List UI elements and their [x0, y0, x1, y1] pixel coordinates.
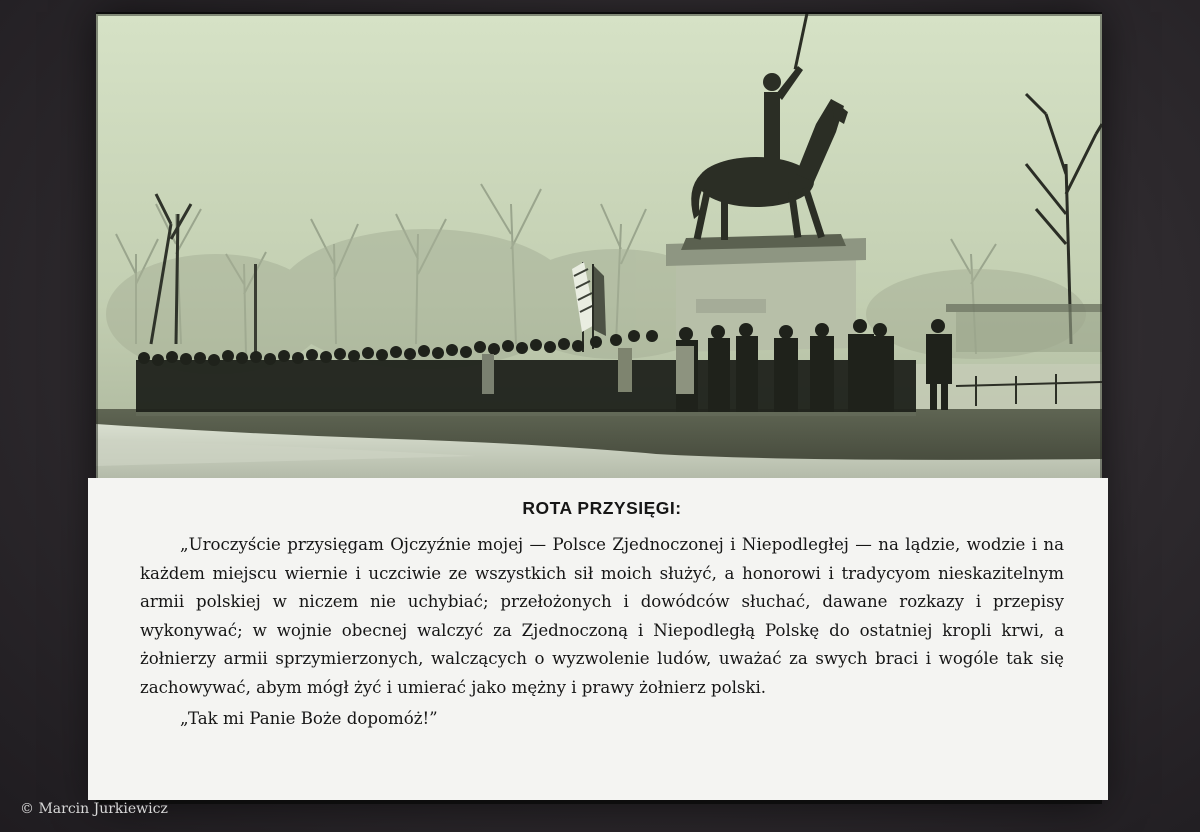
oath-closing: „Tak mi Panie Boże dopomóż!”	[180, 708, 438, 728]
oath-text: „Uroczyście przysięgam Ojczyźnie mojej — Polsce Zjednoczonej i Niepodległej — na lądzie, wodzie i na każdem miejscu wiernie i uczciwie ze wszystkich sił moich służyć, a honorowi i tradycyom nieskazitelnym armii polskiej w niczem nie uchybiać; przełożonych i dowódców słuchać, dawane rozkazy i przepisy wykonywać; w wojnie obecnej walczyć za Zjednoczoną i Niepodległą Polskę do ostatniej kropli krwi, a żołnierzy armii sprzymierzonych, walczących o wyzwolenie ludów, uważać za swych braci i wogóle tak się zachowywać, abym mógł żyć i umierać jako mężny i prawy żołnierz polski.	[140, 535, 1064, 697]
pedestal	[666, 234, 866, 352]
oath-caption	[88, 478, 1108, 800]
photo-credit: © Marcin Jurkiewicz	[20, 801, 168, 817]
oath-heading: ROTA PRZYSIĘGI:	[522, 498, 682, 518]
historic-photo	[96, 14, 1102, 486]
